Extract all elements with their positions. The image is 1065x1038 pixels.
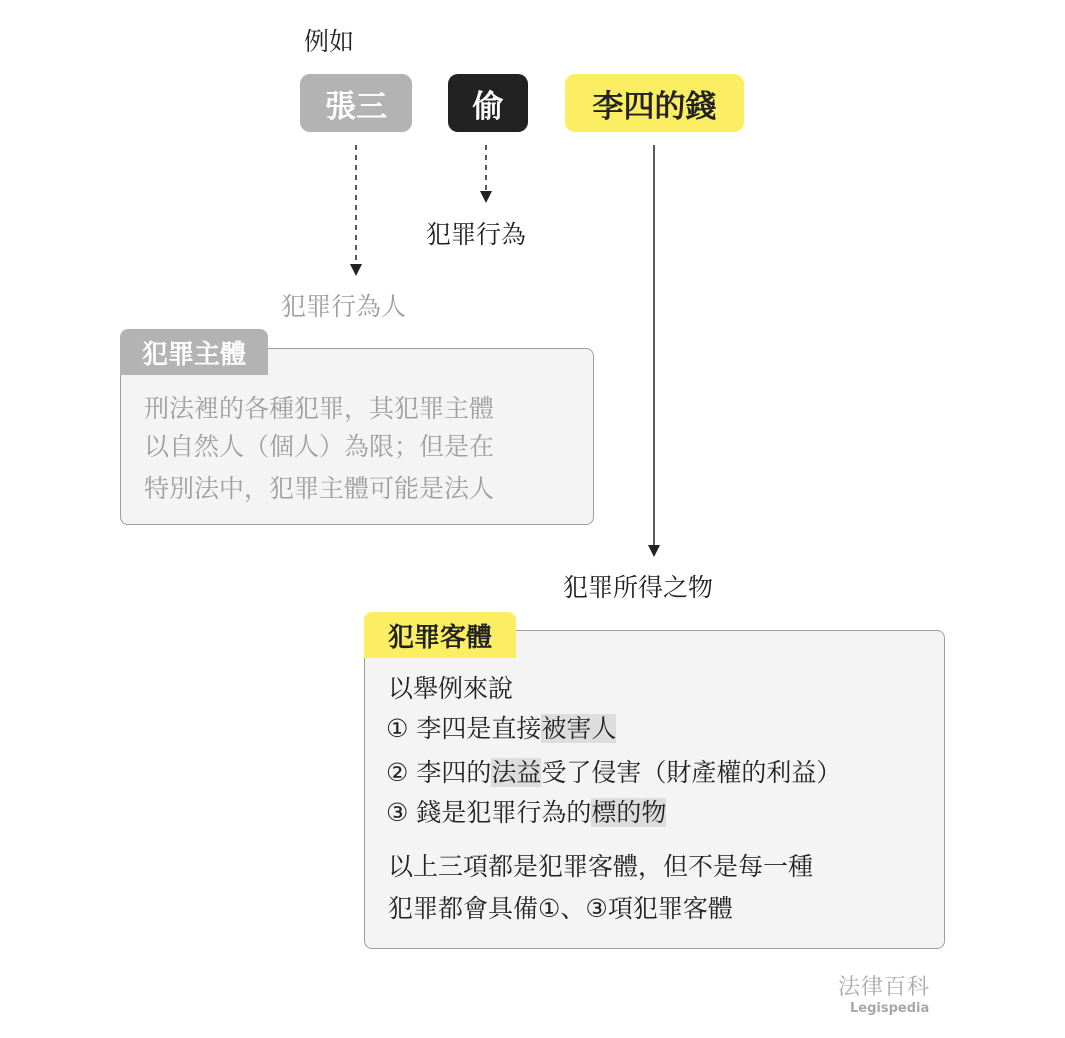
act-arrowhead	[480, 191, 492, 203]
example-label: 例如	[304, 27, 355, 56]
object-item-3	[386, 796, 666, 830]
object-box-title: 犯罪客體	[364, 612, 516, 658]
item-2-highlight: 法益	[491, 758, 542, 787]
act-pill: 偷	[448, 74, 528, 132]
proceeds-label: 犯罪所得之物	[563, 573, 714, 602]
subject-line-3: 特別法中，犯罪主體可能是法人	[144, 474, 495, 503]
object-item-1	[386, 712, 616, 746]
actor-label: 犯罪行為人	[281, 292, 407, 321]
subject-pill: 張三	[300, 74, 412, 132]
object-pill: 李四的錢	[565, 74, 744, 132]
subject-line-2: 以自然人（個人）為限；但是在	[144, 432, 495, 461]
object-arrowhead	[648, 545, 660, 557]
subject-arrowhead	[350, 264, 362, 276]
brand-name-en: Legispedia	[850, 1001, 930, 1016]
act-label: 犯罪行為	[426, 220, 527, 249]
subject-box-title: 犯罪主體	[120, 329, 268, 375]
object-summary-1: 以上三項都是犯罪客體，但不是每一種	[388, 852, 814, 881]
item-1-highlight: 被害人	[541, 714, 617, 743]
item-1-text: ① 李四是直接	[386, 714, 542, 743]
item-3-highlight: 標的物	[591, 798, 667, 827]
object-summary-2: 犯罪都會具備①、③項犯罪客體	[388, 894, 733, 923]
object-item-2	[386, 756, 841, 790]
item-2-text: ② 李四的	[386, 758, 492, 787]
object-intro: 以舉例來說	[388, 674, 514, 703]
item-3-text: ③ 錢是犯罪行為的	[386, 798, 592, 827]
subject-line-1: 刑法裡的各種犯罪，其犯罪主體	[144, 394, 495, 423]
brand-name-cn: 法律百科	[838, 975, 931, 1000]
item-2-post: 受了侵害（財產權的利益）	[541, 758, 842, 787]
